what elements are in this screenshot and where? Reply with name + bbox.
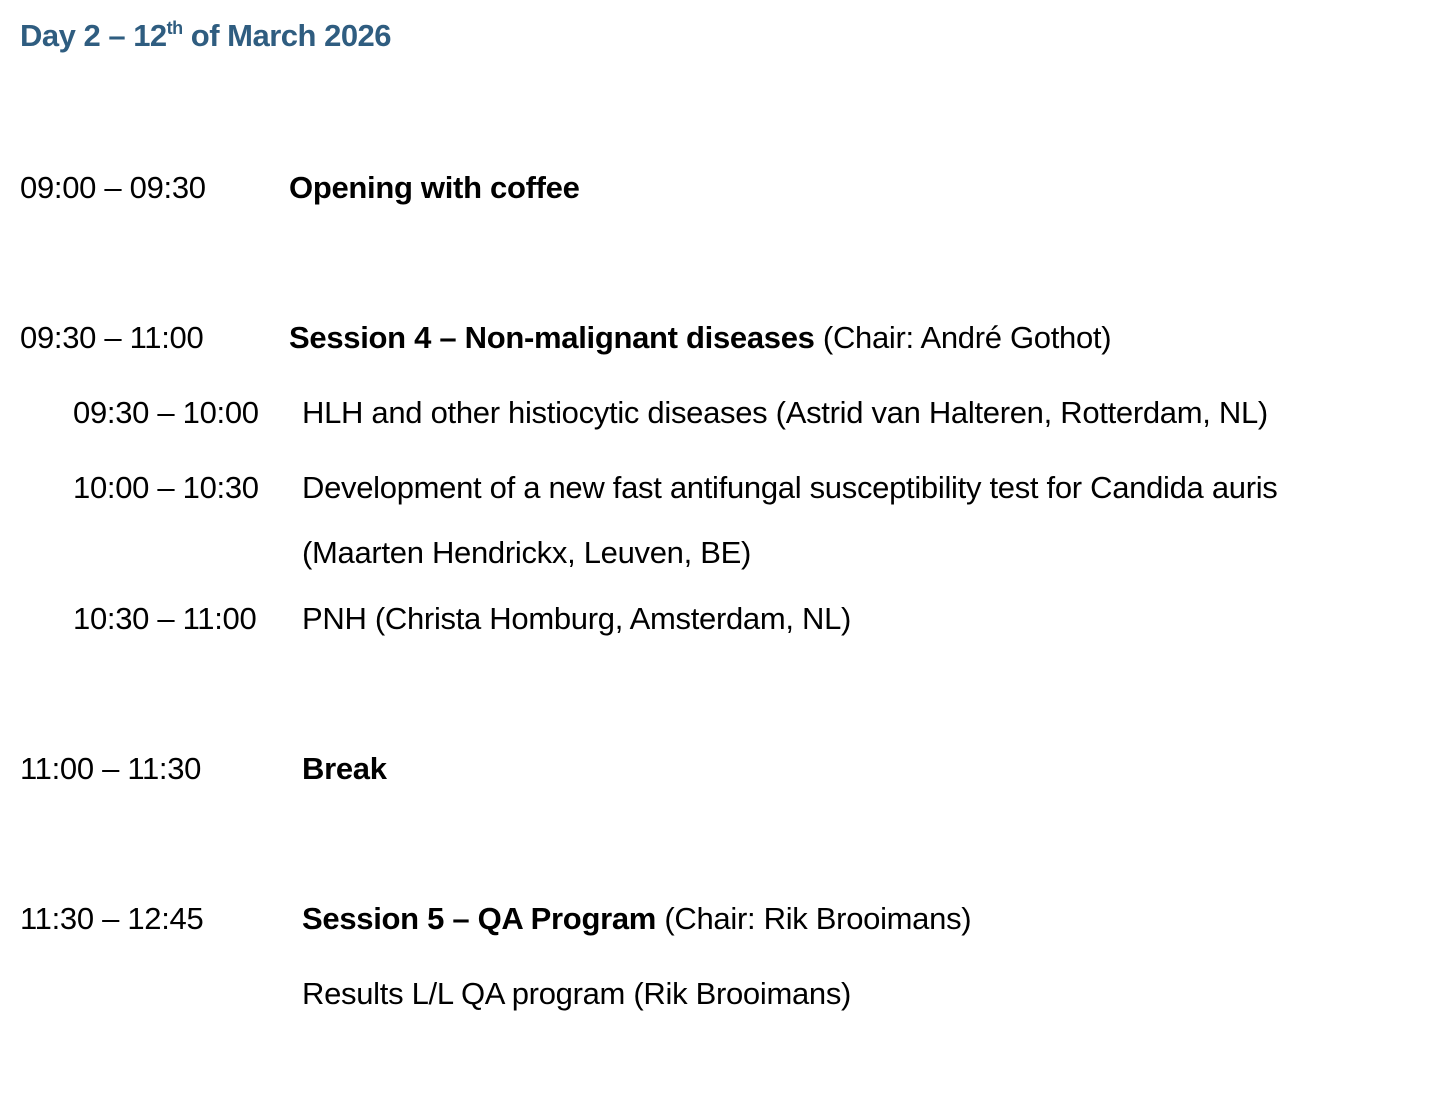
talk-title: Development of a new fast antifungal susceptibility test for Candida auris	[302, 470, 1278, 505]
talk-title-continued: (Maarten Hendrickx, Leuven, BE)	[302, 535, 752, 570]
opening-time: 09:00 – 09:30	[20, 170, 206, 205]
opening-title: Opening with coffee	[289, 170, 580, 205]
page-title	[20, 18, 391, 54]
session4-chair: (Chair: André Gothot)	[814, 320, 1112, 355]
break-title: Break	[302, 751, 387, 786]
session4-heading	[289, 320, 1111, 356]
break-time: 11:00 – 11:30	[20, 751, 202, 786]
talk-time: 09:30 – 10:00	[73, 395, 259, 430]
session5-heading	[302, 901, 971, 937]
title-month-year: of March 2026	[182, 18, 392, 53]
session5-time: 11:30 – 12:45	[20, 901, 204, 936]
session4-title: Session 4 – Non-malignant diseases	[289, 320, 815, 355]
session5-chair: (Chair: Rik Brooimans)	[656, 901, 972, 936]
title-ordinal-suffix: th	[166, 18, 183, 38]
title-day: Day 2 – 12	[20, 18, 167, 53]
session5-title: Session 5 – QA Program	[302, 901, 657, 936]
talk-title: HLH and other histiocytic diseases (Astrid van Halteren, Rotterdam, NL)	[302, 395, 1268, 430]
talk-title: Results L/L QA program (Rik Brooimans)	[302, 976, 852, 1011]
talk-time: 10:30 – 11:00	[73, 601, 257, 636]
talk-title: PNH (Christa Homburg, Amsterdam, NL)	[302, 601, 852, 636]
session4-time: 09:30 – 11:00	[20, 320, 204, 355]
talk-time: 10:00 – 10:30	[73, 470, 259, 505]
